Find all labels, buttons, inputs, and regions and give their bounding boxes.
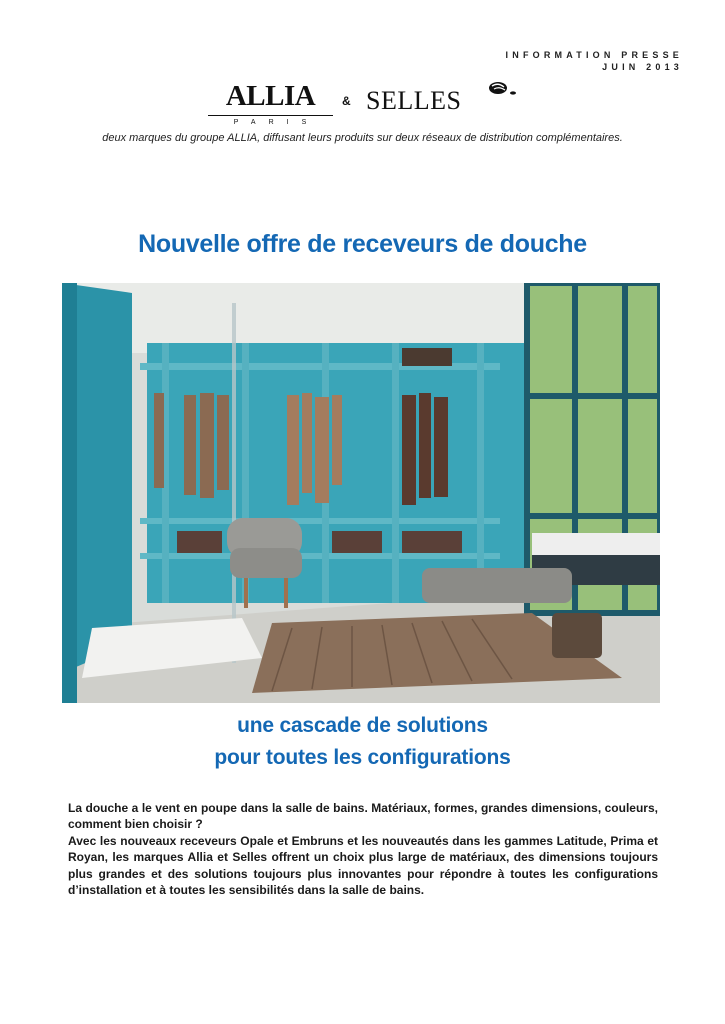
body-paragraph-1: La douche a le vent en poupe dans la salle de bains. Matériaux, formes, grandes dimensions, couleurs, comment bien choisir ?: [68, 801, 658, 832]
page-title: Nouvelle offre de receveurs de douche: [138, 230, 587, 258]
selles-drop-icon: [484, 80, 518, 102]
subtitle-line-1: une cascade de solutions: [237, 714, 488, 737]
allia-paris: PARIS: [233, 119, 320, 126]
ampersand: &: [342, 94, 351, 108]
subtitle: [0, 710, 725, 774]
brand-logos: [208, 80, 528, 130]
allia-rule: [208, 115, 333, 116]
allia-wordmark: ALLIA: [225, 80, 316, 112]
press-date: JUIN 2013: [602, 62, 683, 72]
body-paragraph-2: Avec les nouveaux receveurs Opale et Embruns et les nouveautés dans les gammes Latitude, Prima et Royan, les marques Allia et Selles offrent un choix plus large de matériaux, des dimensions toujours plus grandes et des solutions toujours plus innovantes pour répondre à toutes les configurations d’installation et à toutes les sensibilités dans la salle de bains.: [68, 833, 658, 898]
tagline: deux marques du groupe ALLIA, diffusant leurs produits sur deux réseaux de distribution complémentaires.: [102, 132, 623, 144]
bathroom-photo: [62, 283, 660, 703]
bathroom-illustration: [62, 283, 660, 703]
body-text: [68, 800, 658, 898]
press-info: [506, 49, 683, 73]
selles-logo: SELLES: [366, 86, 462, 115]
allia-logo: [208, 80, 333, 126]
press-label: INFORMATION PRESSE: [505, 50, 683, 60]
subtitle-line-2: pour toutes les configurations: [214, 746, 511, 769]
